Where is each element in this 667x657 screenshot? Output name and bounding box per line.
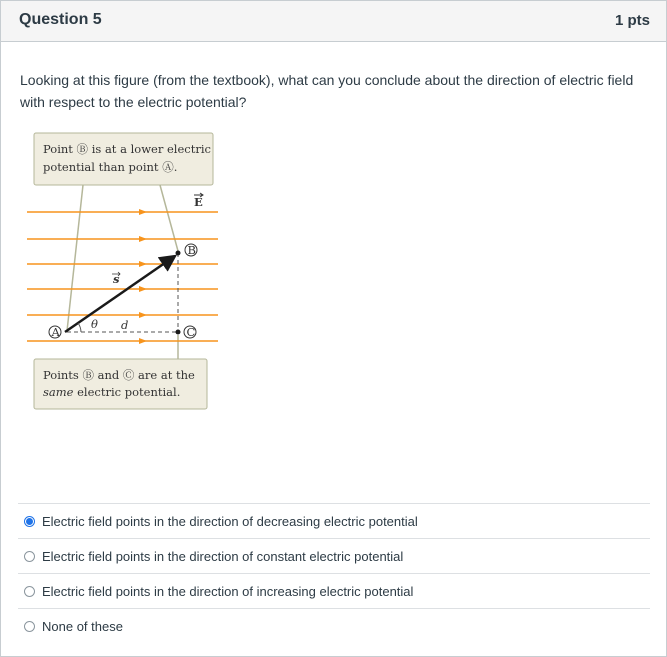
bottom-callout-box <box>34 359 207 409</box>
leader-line-b <box>160 185 178 251</box>
question-text: Looking at this figure (from the textbook), what can you conclude about the direction of electric field with respect to the electric potential? <box>20 72 634 110</box>
answer-radio[interactable] <box>24 621 35 632</box>
answer-option[interactable] <box>18 573 650 608</box>
answer-option[interactable] <box>18 538 650 573</box>
point-b-label: B <box>187 243 196 257</box>
question-title: Question 5 <box>19 11 102 28</box>
answer-radio[interactable] <box>24 586 35 597</box>
point-c-label: C <box>186 325 196 339</box>
displacement-label: s <box>113 272 120 286</box>
question-points: 1 pts <box>614 12 650 29</box>
leader-line-a <box>67 185 83 331</box>
point-c-dot <box>176 330 181 335</box>
bottom-callout-line1: Points Ⓑ and Ⓒ are at the <box>43 368 195 382</box>
point-a-label: A <box>51 325 60 339</box>
answer-label[interactable]: Electric field points in the direction of decreasing electric potential <box>42 513 418 529</box>
answer-label[interactable]: Electric field points in the direction of increasing electric potential <box>42 583 414 599</box>
answer-option[interactable] <box>18 503 650 538</box>
field-label: E <box>194 195 203 209</box>
top-callout-line1: Point Ⓑ is at a lower electric <box>43 142 211 156</box>
displacement-vector <box>65 256 175 332</box>
answer-option[interactable] <box>18 608 650 643</box>
answer-list <box>18 503 650 643</box>
question-header <box>1 1 666 42</box>
point-b-dot <box>176 251 181 256</box>
angle-label: θ <box>91 317 98 331</box>
answer-label[interactable]: Electric field points in the direction of constant electric potential <box>42 548 404 564</box>
electric-field-figure <box>23 129 223 414</box>
top-callout-box <box>34 133 213 185</box>
answer-label[interactable]: None of these <box>42 618 123 634</box>
top-callout-line2: potential than point Ⓐ. <box>43 160 178 174</box>
distance-label: d <box>121 318 129 332</box>
angle-arc <box>78 323 81 332</box>
answer-radio-selected[interactable] <box>24 516 35 527</box>
answer-radio[interactable] <box>24 551 35 562</box>
bottom-callout-line2: same electric potential. <box>43 385 181 399</box>
